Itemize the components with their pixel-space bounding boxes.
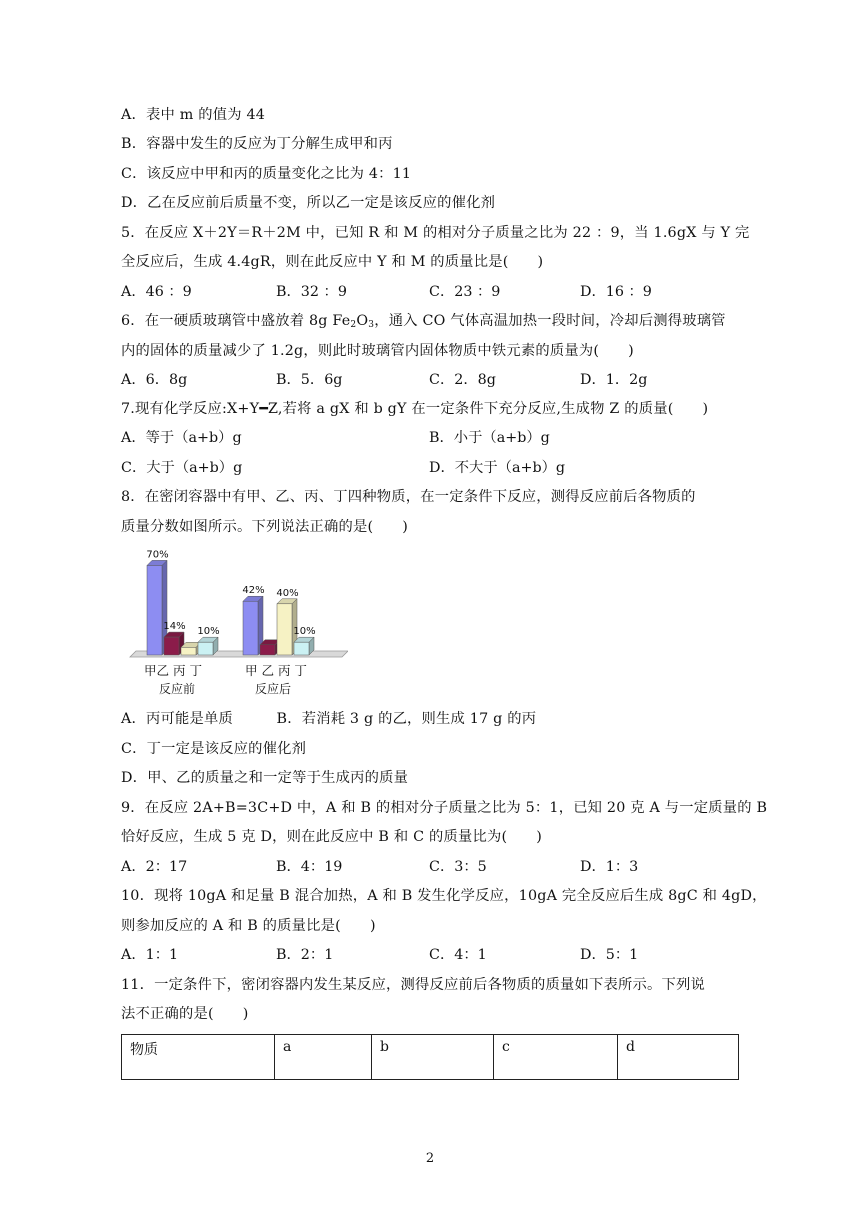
table-header-cell: a: [275, 1035, 372, 1080]
table-header-cell: 物质: [122, 1035, 275, 1080]
table-header-cell: b: [372, 1035, 494, 1080]
data-label: 10%: [293, 626, 316, 638]
page-number: 2: [425, 1151, 435, 1166]
bar-front: [147, 565, 162, 655]
q4-option-d: D．乙在反应前后质量不变，所以乙一定是该反应的催化剂: [121, 195, 496, 211]
data-label: 42%: [242, 585, 265, 597]
data-label: 40%: [276, 587, 299, 599]
q4-option-c: C．该反应中甲和丙的质量变化之比为 4：11: [121, 166, 412, 182]
table-header-cell: c: [494, 1035, 618, 1080]
q7-option-b: B．小于（a+b）g: [429, 430, 550, 446]
q8-stem-line2: 质量分数如图所示。下列说法正确的是( ): [121, 519, 408, 535]
q5-option-d: D．16 ：9: [580, 284, 652, 300]
q9-stem-line1: 9．在反应 2A+B=3C+D 中，A 和 B 的相对分子质量之比为 5：1，已知 20 克 A 与一定质量的 B: [121, 800, 768, 816]
data-label: 10%: [197, 626, 220, 638]
q5-stem-line1: 5．在反应 X＋2Y＝R＋2M 中，已知 R 和 M 的相对分子质量之比为 22 ：9，当 1.6gX 与 Y 完: [121, 225, 750, 241]
q5-option-c: C．23 ：9: [429, 284, 501, 300]
q11-stem-line2: 法不正确的是( ): [121, 1006, 249, 1022]
data-label: 70%: [146, 549, 169, 561]
q10-stem-line1: 10．现将 10gA 和足量 B 混合加热，A 和 B 发生化学反应，10gA 完全反应后生成 8gC 和 4gD，: [121, 888, 767, 904]
q4-option-a: A．表中 m 的值为 44: [121, 107, 266, 123]
group-tick-label: 甲 乙 丙 丁: [245, 663, 307, 678]
q7-option-c: C．大于（a+b）g: [121, 460, 243, 476]
q5-stem-line2: 全反应后，生成 4.4gR，则在此反应中 Y 和 M 的质量比是( ): [121, 254, 544, 270]
q6-option-d: D．1．2g: [580, 372, 648, 388]
q10-stem-line2: 则参加反应的 A 和 B 的质量比是( ): [121, 918, 376, 934]
q10-option-b: B．2：1: [276, 947, 334, 963]
q10-option-c: C．4：1: [429, 947, 487, 963]
q10-option-d: D．5：1: [580, 947, 639, 963]
q8-option-c: C．丁一定是该反应的催化剂: [121, 741, 307, 757]
q9-stem-line2: 恰好反应，生成 5 克 D，则在此反应中 B 和 C 的质量比为( ): [121, 829, 542, 845]
group-tick-label: 甲乙 丙 丁: [144, 663, 202, 678]
bar-front: [181, 647, 196, 655]
q5-option-a: A．46 ：9: [121, 284, 192, 300]
q7-option-a: A．等于（a+b）g: [121, 430, 242, 446]
q6-option-a: A．6．8g: [121, 372, 188, 388]
data-label: 14%: [163, 621, 186, 633]
bar-before-4: [198, 637, 218, 655]
q9-option-a: A．2：17: [121, 859, 188, 875]
q6-stem-line2: 内的固体的质量减少了 1.2g，则此时玻璃管内固体物质中铁元素的质量为( ): [121, 343, 634, 359]
bar-front: [243, 601, 258, 655]
bar-front: [294, 642, 309, 655]
q7-stem: 7.现有化学反应:X+Y━Z,若将 a gX 和 b gY 在一定条件下充分反应,生成物 Z 的质量( ): [121, 401, 709, 417]
q8-option-d: D．甲、乙的质量之和一定等于生成丙的质量: [121, 770, 409, 786]
group-name-label: 反应后: [254, 682, 292, 696]
q6-option-b: B．5．6g: [276, 372, 343, 388]
q9-option-b: B．4：19: [276, 859, 343, 875]
bar-front: [277, 604, 292, 655]
q7-option-d: D．不大于（a+b）g: [429, 460, 566, 476]
q11-stem-line1: 11．一定条件下，密闭容器内发生某反应，测得反应前后各物质的质量如下表所示。下列说: [121, 977, 705, 993]
q8-option-a-b: A．丙可能是单质 B．若消耗 3 g 的乙，则生成 17 g 的丙: [121, 711, 537, 727]
q5-option-b: B．32 ：9: [276, 284, 347, 300]
q9-option-d: D．1：3: [580, 859, 639, 875]
q10-option-a: A．1：1: [121, 947, 179, 963]
table-header-cell: d: [618, 1035, 739, 1080]
bar-front: [198, 642, 213, 655]
mass-fraction-bar-chart: [128, 545, 348, 701]
q8-stem-line1: 8．在密闭容器中有甲、乙、丙、丁四种物质，在一定条件下反应，测得反应前后各物质的: [121, 489, 696, 505]
bar-after-4: [294, 637, 314, 655]
table-row: [122, 1035, 739, 1080]
q6-option-c: C．2．8g: [429, 372, 496, 388]
group-name-label: 反应前: [158, 682, 196, 696]
q6-stem-line1: 6．在一硬质玻璃管中盛放着 8g $Fe_2O_3$，通入 CO 气体高温加热一段时间，冷却后测得玻璃管: [121, 313, 726, 330]
bar-front: [260, 645, 275, 655]
bar-front: [164, 637, 179, 655]
q11-mass-table: [121, 1034, 739, 1080]
q9-option-c: C．3：5: [429, 859, 487, 875]
q4-option-b: B．容器中发生的反应为丁分解生成甲和丙: [121, 136, 393, 152]
